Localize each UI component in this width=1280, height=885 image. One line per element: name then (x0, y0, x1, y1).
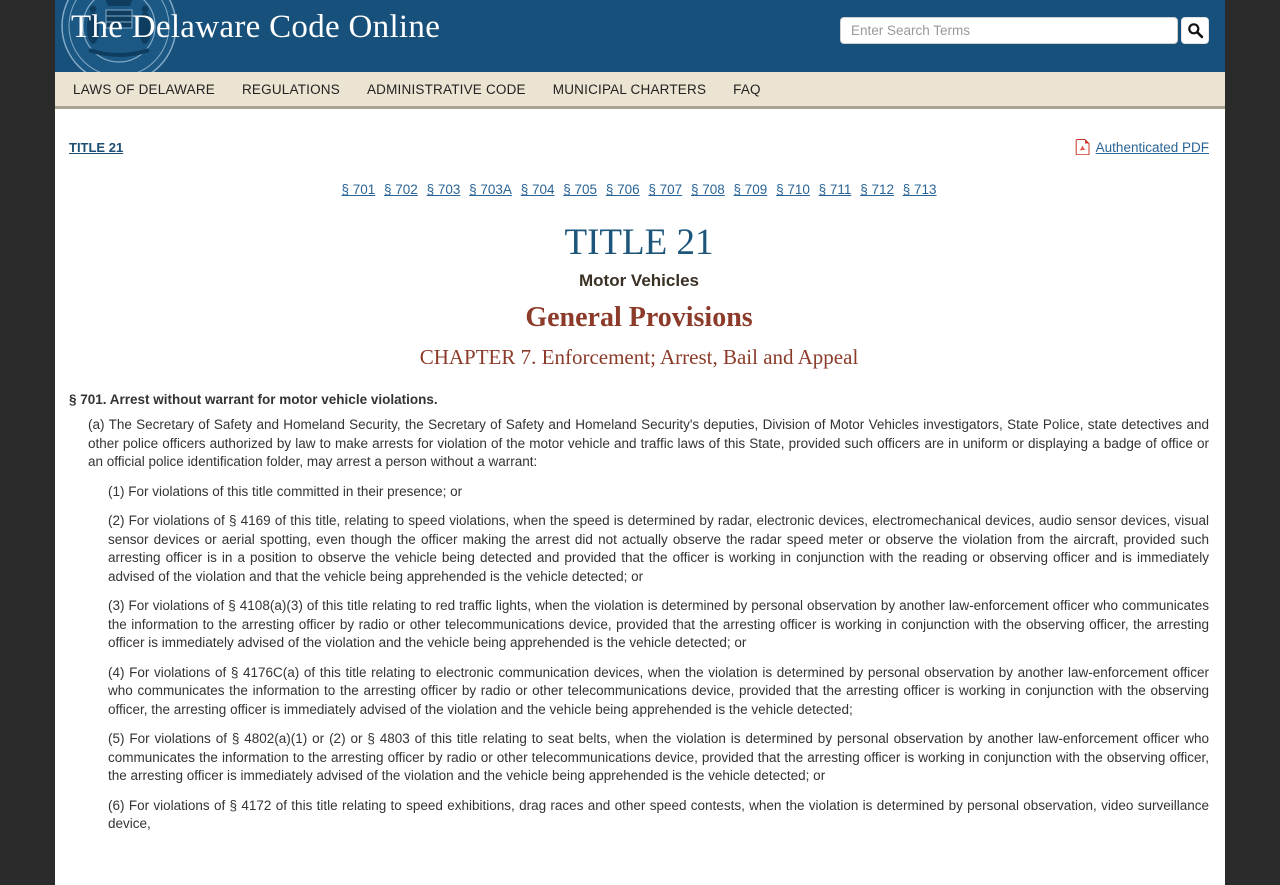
search-bar (840, 17, 1209, 44)
authenticated-pdf-link[interactable] (1075, 139, 1209, 155)
chapter-heading: CHAPTER 7. Enforcement; Arrest, Bail and Appeal (419, 345, 859, 369)
nav-item[interactable]: MUNICIPAL CHARTERS (552, 81, 707, 97)
pdf-icon (1075, 139, 1090, 155)
statute-paragraph: (4) For violations of § 4176C(a) of this title relating to electronic communication devices, when the violation is determined by personal observation by another law-enforcement officer who communicates the information to the arresting officer by radio or other telecommunications device, provided that the arresting officer is working in conjunction with the observing officer, the arresting officer is immediately advised of the violation and the vehicle being apprehended is the vehicle detected; (108, 664, 1209, 717)
statute-section-heading: § 701. Arrest without warrant for motor vehicle violations. (69, 392, 438, 407)
breadcrumb-row (69, 139, 1209, 155)
section-link[interactable]: § 710 (776, 182, 810, 197)
section-links (69, 182, 1209, 198)
section-link[interactable]: § 701 (341, 182, 376, 197)
part-heading: General Provisions (525, 302, 753, 333)
statute-paragraph: (6) For violations of § 4172 of this title relating to speed exhibitions, drag races and other speed contests, when the violation is determined by personal observation, video surveillance device, (108, 797, 1209, 831)
section-link[interactable]: § 708 (690, 182, 725, 197)
authenticated-pdf-label: Authenticated PDF (1095, 139, 1209, 155)
section-link[interactable]: § 706 (605, 182, 640, 197)
nav-item[interactable]: ADMINISTRATIVE CODE (366, 81, 526, 97)
title-subject-heading: Motor Vehicles (579, 271, 699, 290)
section-link[interactable]: § 703A (469, 182, 512, 197)
section-link[interactable]: § 712 (860, 182, 894, 197)
statute-paragraph: (a) The Secretary of Safety and Homeland Security, the Secretary of Safety and Homeland Security's deputies, Division of Motor Vehicles investigators, State Police, state detectives and other police officers authorized by law to make arrests for violation of the motor vehicle and traffic laws of this State, provided such officers are in uniform or displaying a badge of office or an official police identification folder, may arrest a person without a warrant: (88, 417, 1209, 469)
search-button[interactable] (1181, 17, 1209, 44)
nav-item[interactable]: REGULATIONS (241, 81, 340, 97)
statute-body (69, 416, 1209, 834)
section-link[interactable]: § 703 (426, 182, 461, 197)
section-link[interactable]: § 702 (384, 182, 418, 197)
statute-paragraph: (3) For violations of § 4108(a)(3) of this title relating to red traffic lights, when the violation is determined by personal observation by another law-enforcement officer who communicates the information to the arresting officer by radio or other telecommunications device, provided that the arresting officer is working in conjunction with the observing officer, the arresting officer is immediately advised of the violation and the vehicle being apprehended is the vehicle detected; or (108, 598, 1209, 650)
main-content (55, 109, 1225, 885)
breadcrumb-title-link[interactable]: TITLE 21 (69, 139, 124, 155)
section-link[interactable]: § 709 (733, 182, 768, 197)
nav-item[interactable]: LAWS OF DELAWARE (73, 81, 215, 97)
primary-nav (55, 72, 1225, 109)
statute-paragraph: (5) For violations of § 4802(a)(1) or (2) or § 4803 of this title relating to seat belts, when the violation is determined by personal observation by another law-enforcement officer who communicates the information to the arresting officer by radio or other telecommunications device, provided that the arresting officer is working in conjunction with the observing officer, the arresting officer is immediately advised of the violation and the vehicle being apprehended is the vehicle detected; or (108, 731, 1209, 783)
section-link[interactable]: § 711 (818, 182, 852, 197)
site-title: The Delaware Code Online (71, 9, 441, 45)
section-link[interactable]: § 704 (520, 182, 555, 197)
site-header (55, 0, 1225, 72)
nav-item[interactable]: FAQ (733, 81, 761, 97)
section-link[interactable]: § 713 (902, 182, 937, 197)
section-link[interactable]: § 707 (648, 182, 683, 197)
title-heading: TITLE 21 (564, 222, 714, 263)
statute-paragraph: (2) For violations of § 4169 of this title, relating to speed violations, when the speed is determined by radar, electronic devices, electromechanical devices, audio sensor devices, visual sensor devices or aerial spotting, even though the officer making the arrest did not actually observe the radar speed meter or observe the violation from the aircraft, provided such arresting officer is in a position to observe the vehicle being detected and provided that the officer is working in conjunction with the reading or observing officer and is immediately advised of the violation and that the vehicle being apprehended is the vehicle detected; or (108, 513, 1209, 584)
page-container (55, 0, 1225, 885)
statute-paragraph: (1) For violations of this title committed in their presence; or (108, 483, 463, 499)
search-icon (1187, 22, 1204, 39)
search-input[interactable] (840, 17, 1178, 44)
section-link[interactable]: § 705 (563, 182, 598, 197)
